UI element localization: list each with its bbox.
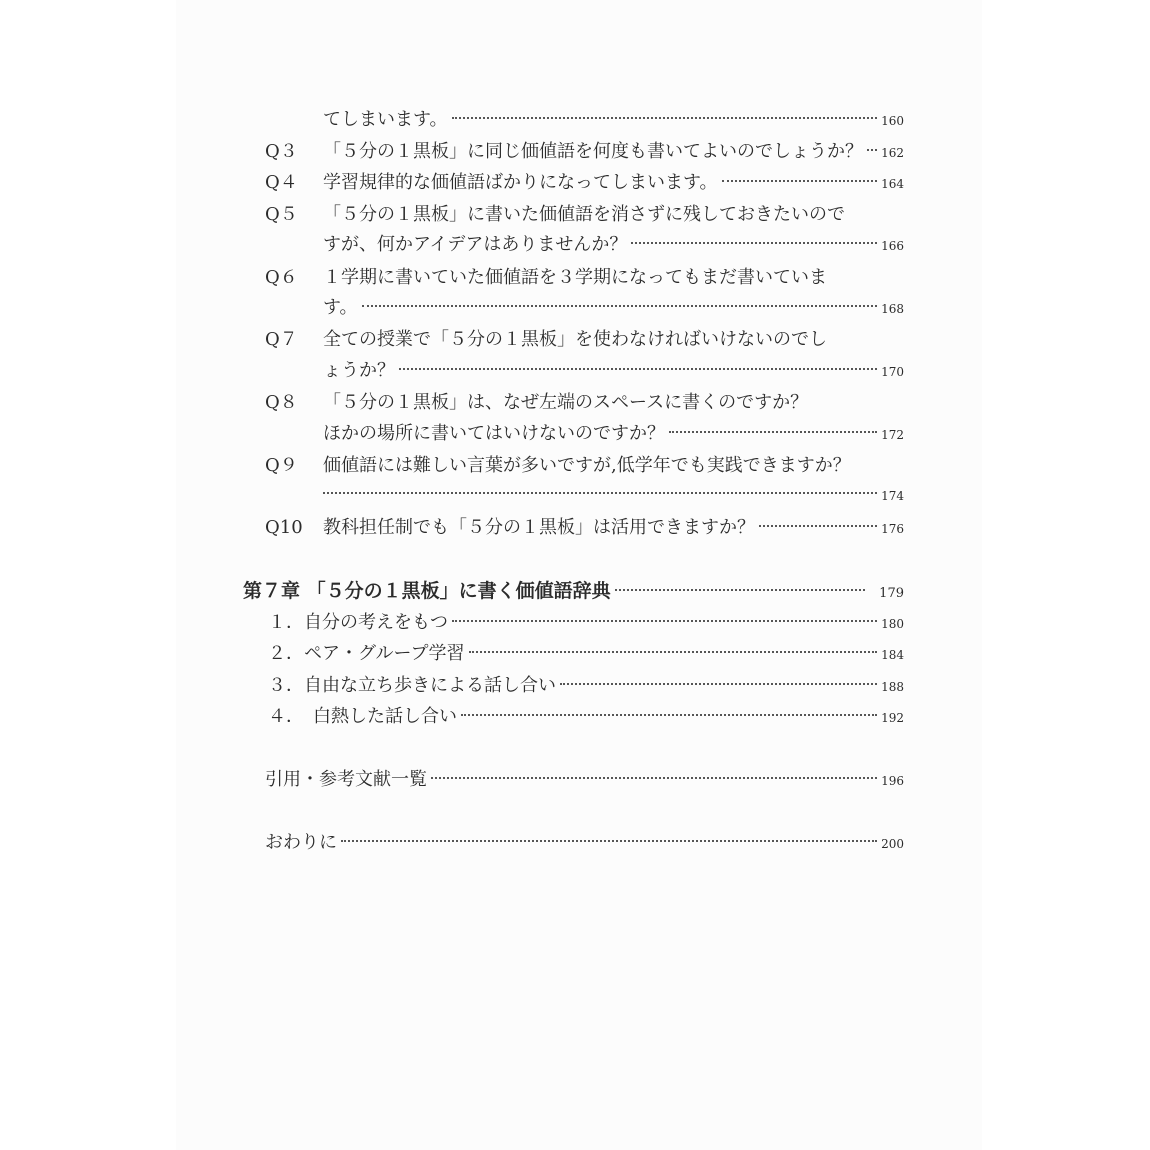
dot-leader bbox=[341, 840, 877, 842]
toc-section-4[interactable]: ４． 白熱した話し合い 192 bbox=[268, 706, 904, 727]
page-number: 196 bbox=[881, 774, 904, 788]
toc-section-2[interactable]: ２．ペア・グループ学習 184 bbox=[268, 643, 904, 664]
dot-leader bbox=[867, 149, 877, 151]
page-number: 192 bbox=[881, 711, 904, 725]
page-number: 162 bbox=[881, 146, 904, 160]
page-number: 188 bbox=[881, 680, 904, 694]
dot-leader bbox=[323, 492, 877, 494]
toc-afterword[interactable]: おわりに 200 bbox=[265, 832, 904, 853]
toc-entry-q9-line2[interactable] bbox=[323, 485, 904, 507]
question-number: Q８ bbox=[265, 392, 298, 413]
dot-leader bbox=[452, 620, 877, 622]
dot-leader bbox=[722, 180, 878, 182]
page-number: 164 bbox=[881, 177, 904, 191]
dot-leader bbox=[615, 589, 866, 591]
dot-leader bbox=[560, 683, 877, 685]
page-number: 180 bbox=[881, 617, 904, 631]
question-number: Q６ bbox=[265, 267, 298, 288]
toc-section-3[interactable]: ３．自由な立ち歩きによる話し合い 188 bbox=[268, 675, 904, 696]
toc-entry-q5-line2[interactable]: すが、何かアイデアはありませんか？ 166 bbox=[323, 234, 904, 255]
toc-entry-q4[interactable]: 学習規律的な価値語ばかりになってしまいます。 164 bbox=[323, 172, 904, 193]
dot-leader bbox=[452, 117, 878, 119]
toc-entry-q8-line1[interactable]: 「５分の１黒板」は、なぜ左端のスペースに書くのですか？ bbox=[323, 392, 809, 413]
chapter-title: 第７章 「５分の１黒板」に書く価値語辞典 bbox=[243, 580, 611, 602]
toc-entry-q7-line2[interactable]: ょうか？ 170 bbox=[323, 360, 904, 381]
page-number: 168 bbox=[881, 302, 904, 316]
toc-entry-q5-line1[interactable]: 「５分の１黒板」に書いた価値語を消さずに残しておきたいので bbox=[323, 204, 845, 225]
toc-entry-q6-line1[interactable]: １学期に書いていた価値語を３学期になってもまだ書いていま bbox=[323, 267, 827, 288]
toc-entry-q9-line1[interactable]: 価値語には難しい言葉が多いですが,低学年でも実践できますか？ bbox=[323, 455, 851, 476]
page-number: 184 bbox=[881, 648, 904, 662]
question-number: Q９ bbox=[265, 455, 298, 476]
dot-leader bbox=[759, 525, 877, 527]
page-number: 179 bbox=[879, 586, 904, 601]
toc-entry-q3[interactable]: 「５分の１黒板」に同じ価値語を何度も書いてよいのでしょうか？ 162 bbox=[323, 141, 904, 162]
toc-entry-q10[interactable]: 教科担任制でも「５分の１黒板」は活用できますか？ 176 bbox=[323, 517, 904, 538]
page-number: 200 bbox=[881, 837, 904, 851]
dot-leader bbox=[362, 305, 878, 307]
dot-leader bbox=[461, 714, 877, 716]
page-number: 170 bbox=[881, 365, 904, 379]
toc-entry-q6-line2[interactable]: す。 168 bbox=[323, 297, 904, 318]
dot-leader bbox=[399, 368, 877, 370]
page-number: 172 bbox=[881, 428, 904, 442]
toc-entry-q8-line2[interactable]: ほかの場所に書いてはいけないのですか？ 172 bbox=[323, 423, 904, 444]
toc-entry-q7-line1[interactable]: 全ての授業で「５分の１黒板」を使わなければいけないのでし bbox=[323, 329, 827, 350]
page-number: 160 bbox=[881, 114, 904, 128]
toc-references[interactable]: 引用・参考文献一覧 196 bbox=[265, 769, 904, 790]
question-number: Q４ bbox=[265, 172, 298, 193]
dot-leader bbox=[631, 242, 877, 244]
toc-chapter-7[interactable] bbox=[243, 580, 904, 605]
question-number: Q10 bbox=[265, 517, 303, 538]
dot-leader bbox=[431, 777, 877, 779]
dot-leader bbox=[469, 651, 878, 653]
toc-section-1[interactable]: １．自分の考えをもつ 180 bbox=[268, 612, 904, 633]
question-number: Q７ bbox=[265, 329, 298, 350]
question-number: Q３ bbox=[265, 141, 298, 162]
page-number: 176 bbox=[881, 522, 904, 536]
page-number: 174 bbox=[881, 489, 904, 503]
dot-leader bbox=[669, 431, 877, 433]
page-number: 166 bbox=[881, 239, 904, 253]
question-number: Q５ bbox=[265, 204, 298, 225]
toc-entry-q2-cont[interactable]: てしまいます。 160 bbox=[323, 109, 904, 130]
